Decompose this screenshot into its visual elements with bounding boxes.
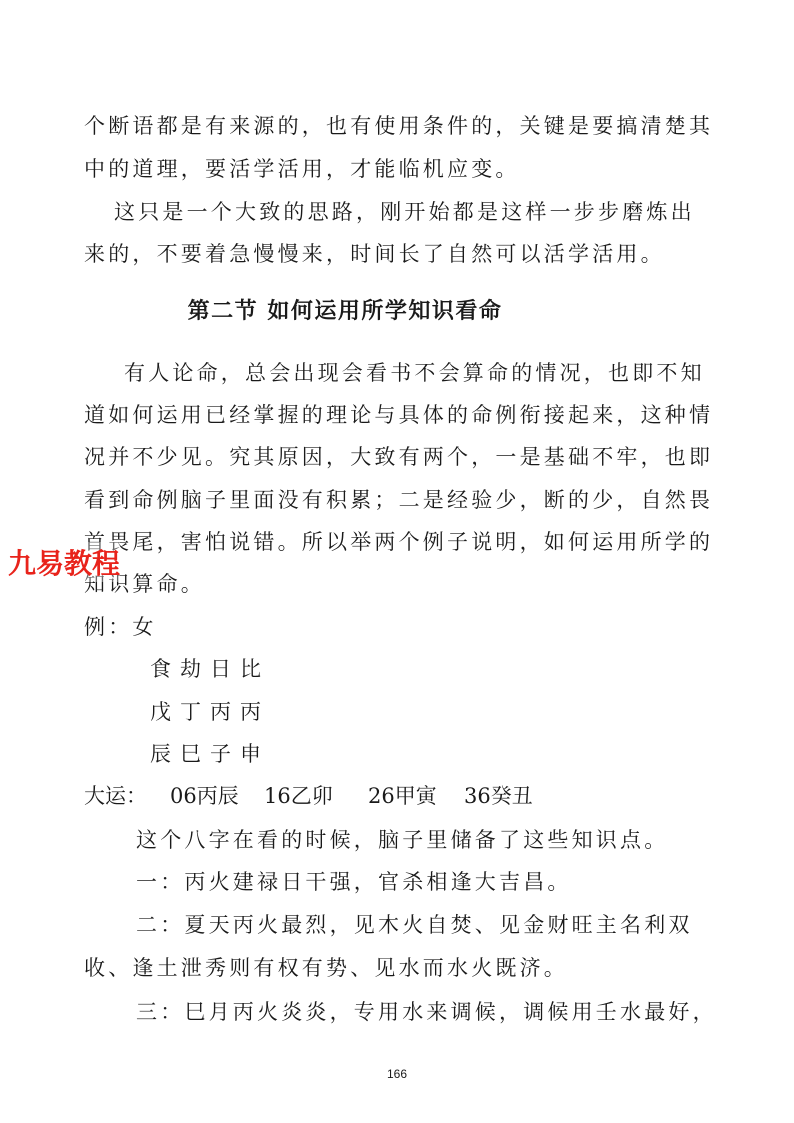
shishen-day: 日 bbox=[210, 657, 231, 681]
intro-line-3: 况并不少见。究其原因，大致有两个，一是基础不牢，也即 bbox=[84, 445, 714, 469]
branch-day: 子 bbox=[210, 742, 231, 766]
dayun-period-3: 26甲寅 bbox=[368, 784, 437, 808]
intro-line-5: 首畏尾，害怕说错。所以举两个例子说明，如何运用所学的 bbox=[84, 530, 714, 554]
watermark-logo: 九易教程 bbox=[8, 542, 120, 582]
knowledge-intro: 这个八字在看的时候，脑子里储备了这些知识点。 bbox=[136, 828, 669, 852]
shishen-month: 劫 bbox=[180, 657, 201, 681]
paragraph-1-line-2: 中的道理，要活学活用，才能临机应变。 bbox=[84, 157, 520, 181]
page-number: 166 bbox=[386, 1067, 408, 1081]
stem-day: 丙 bbox=[210, 700, 231, 724]
knowledge-point-3: 三：巳月丙火炎炎，专用水来调候，调候用壬水最好， bbox=[136, 1000, 717, 1024]
paragraph-2-line-1: 这只是一个大致的思路，刚开始都是这样一步步磨炼出 bbox=[114, 200, 695, 224]
paragraph-1-line-1: 个断语都是有来源的，也有使用条件的，关键是要搞清楚其 bbox=[84, 114, 714, 138]
dayun-row bbox=[84, 780, 533, 810]
chart-shishen-row bbox=[150, 653, 270, 683]
intro-line-4: 看到命例脑子里面没有积累；二是经验少，断的少，自然畏 bbox=[84, 488, 714, 512]
intro-line-6: 知识算命。 bbox=[84, 572, 205, 596]
branch-hour: 申 bbox=[240, 742, 261, 766]
stem-month: 丁 bbox=[180, 700, 201, 724]
shishen-year: 食 bbox=[150, 657, 171, 681]
chart-stems-row bbox=[150, 696, 270, 726]
dayun-period-1: 06丙辰 bbox=[170, 784, 239, 808]
knowledge-point-2-line-2: 收、逢土泄秀则有权有势、见水而水火既济。 bbox=[84, 956, 568, 980]
paragraph-2-line-2: 来的，不要着急慢慢来，时间长了自然可以活学活用。 bbox=[84, 242, 665, 266]
stem-hour: 丙 bbox=[240, 700, 261, 724]
dayun-period-2: 16乙卯 bbox=[264, 784, 333, 808]
dayun-label: 大运： bbox=[84, 784, 147, 808]
intro-line-1: 有人论命，总会出现会看书不会算命的情况，也即不知 bbox=[124, 361, 705, 385]
stem-year: 戊 bbox=[150, 700, 171, 724]
shishen-hour: 比 bbox=[240, 657, 261, 681]
branch-year: 辰 bbox=[150, 742, 171, 766]
chart-branches-row bbox=[150, 738, 270, 768]
knowledge-point-1: 一：丙火建禄日干强，官杀相逢大吉昌。 bbox=[136, 870, 572, 894]
knowledge-point-2-line-1: 二：夏天丙火最烈，见木火自焚、见金财旺主名利双 bbox=[136, 913, 693, 937]
section-title: 第二节 如何运用所学知识看命 bbox=[187, 299, 503, 324]
intro-line-2: 道如何运用已经掌握的理论与具体的命例衔接起来，这种情 bbox=[84, 403, 714, 427]
dayun-period-4: 36癸丑 bbox=[464, 784, 533, 808]
branch-month: 巳 bbox=[180, 742, 201, 766]
example-label: 例：女 bbox=[84, 615, 157, 639]
